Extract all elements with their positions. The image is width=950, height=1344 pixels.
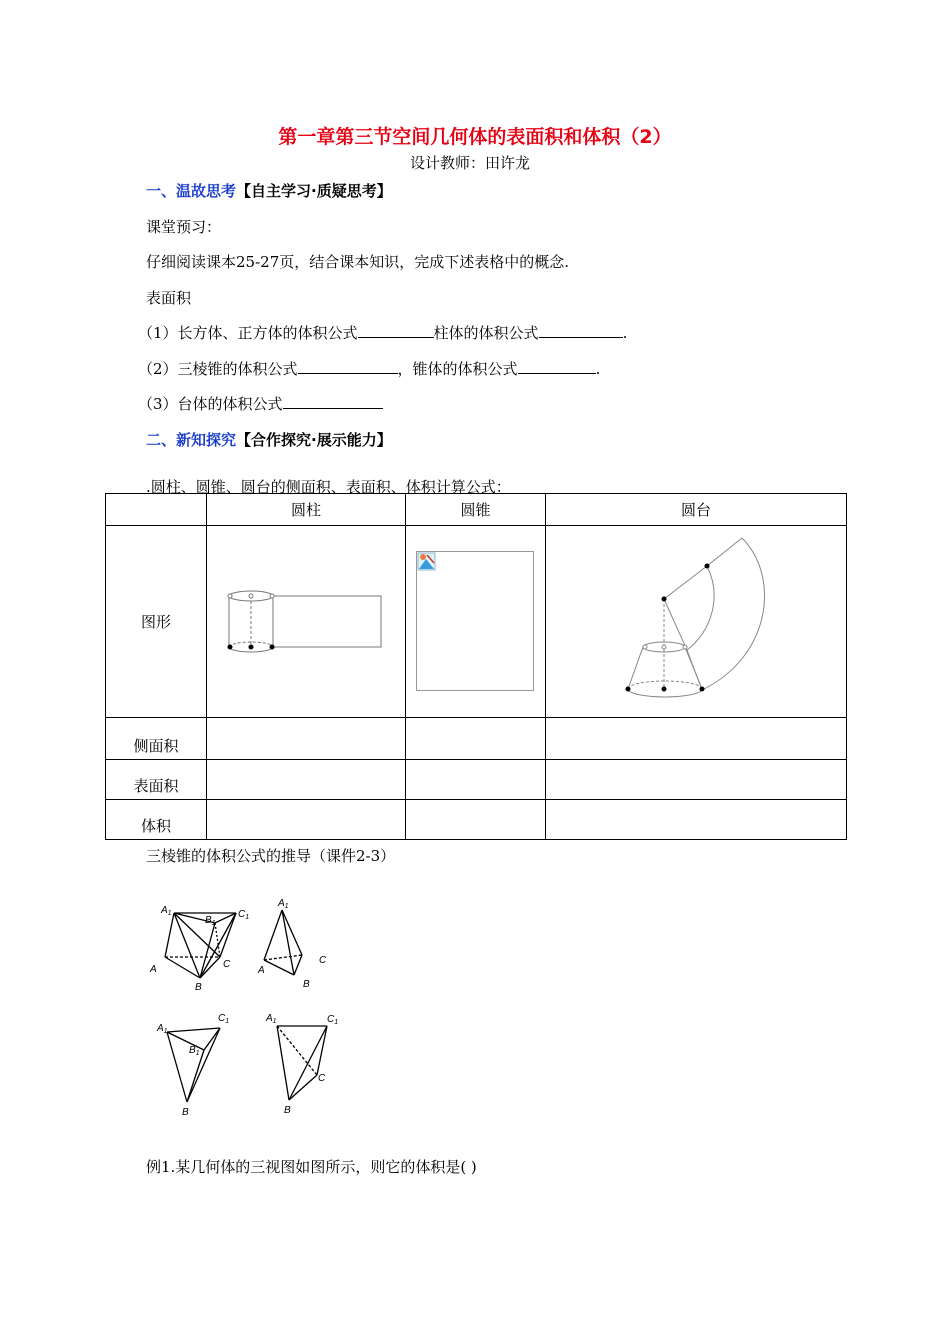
table-row-lateral	[106, 718, 847, 760]
question-1-part-b: 柱体的体积公式	[433, 324, 539, 342]
header-cone: 圆锥	[406, 494, 546, 526]
preview-label: 课堂预习：	[146, 218, 222, 236]
cell-cylinder-surface[interactable]	[207, 760, 406, 800]
row-label-figure: 图形	[106, 526, 207, 718]
cell-frustum-lateral[interactable]	[546, 718, 847, 760]
page-title: 第一章第三节空间几何体的表面积和体积（2）	[278, 126, 672, 148]
derivation-text: 三棱锥的体积公式的推导（课件2-3）	[146, 847, 396, 865]
blank-2b[interactable]	[518, 359, 596, 374]
row-label-volume: 体积	[106, 800, 207, 840]
section-2-number: 二、新知探究	[146, 431, 237, 449]
label-C-fig2: C	[319, 955, 327, 966]
label-A1-fig1: $A_1$	[161, 905, 172, 917]
cone-image-placeholder	[416, 551, 534, 691]
label-C-fig1: C	[223, 959, 231, 970]
cell-cone-lateral[interactable]	[406, 718, 546, 760]
example-1: 例1.某几何体的三视图如图所示，则它的体积是( )	[146, 1158, 477, 1176]
cell-cone-surface[interactable]	[406, 760, 546, 800]
question-3	[138, 393, 383, 414]
question-1-end: .	[622, 324, 628, 342]
label-A-fig2: A	[258, 965, 265, 976]
table-row-surface	[106, 760, 847, 800]
header-frustum: 圆台	[546, 494, 847, 526]
label-B1-fig1: $B_1$	[205, 915, 216, 927]
label-B-fig1: B	[195, 982, 202, 993]
question-2-part-b: ，锥体的体积公式	[397, 360, 518, 378]
label-C1-fig3: $C_1$	[218, 1013, 230, 1025]
blank-3[interactable]	[283, 394, 383, 409]
row-label-lateral: 侧面积	[106, 718, 207, 760]
question-3-part-a: （3）台体的体积公式	[138, 395, 283, 413]
label-B-fig4: B	[284, 1105, 291, 1115]
section-2-heading	[146, 429, 392, 450]
header-empty	[106, 494, 207, 526]
section-1-heading	[146, 180, 392, 201]
label-A1-fig2: $A_1$	[278, 898, 289, 910]
cell-cone-volume[interactable]	[406, 800, 546, 840]
header-cylinder: 圆柱	[207, 494, 406, 526]
blank-2a[interactable]	[298, 359, 398, 374]
label-B-fig3: B	[182, 1107, 189, 1115]
question-2-part-a: （2）三棱锥的体积公式	[138, 360, 298, 378]
label-C1-fig1: $C_1$	[238, 909, 250, 921]
blank-1b[interactable]	[539, 323, 623, 338]
table-header-row	[106, 494, 847, 526]
surface-label: 表面积	[146, 289, 192, 307]
question-2	[138, 358, 600, 379]
prism-dissection-figure	[142, 895, 347, 1115]
broken-image-icon	[418, 553, 435, 570]
row-label-surface: 表面积	[106, 760, 207, 800]
cell-frustum-volume[interactable]	[546, 800, 847, 840]
table-row-volume	[106, 800, 847, 840]
section-1-number: 一、温故思考	[146, 182, 237, 200]
label-A1-fig4: $A_1$	[266, 1013, 277, 1025]
section-2-tag: 【合作探究·展示能力】	[236, 431, 392, 449]
blank-1a[interactable]	[358, 323, 434, 338]
cylinder-net-figure	[222, 584, 387, 656]
section-1-tag: 【自主学习·质疑思考】	[236, 182, 392, 200]
label-A1-fig3: $A_1$	[157, 1023, 168, 1035]
cell-frustum-surface[interactable]	[546, 760, 847, 800]
cell-cylinder-lateral[interactable]	[207, 718, 406, 760]
question-2-end: .	[595, 360, 601, 378]
frustum-net-figure	[612, 536, 772, 704]
label-B-fig2: B	[303, 979, 310, 990]
cell-cylinder-volume[interactable]	[207, 800, 406, 840]
instruction-text: 仔细阅读课本25-27页，结合课本知识，完成下述表格中的概念.	[146, 253, 570, 271]
question-1-part-a: （1）长方体、正方体的体积公式	[138, 324, 358, 342]
question-1	[138, 322, 627, 343]
table-caption: .圆柱、圆锥、圆台的侧面积、表面积、体积计算公式：	[146, 478, 511, 496]
label-A-fig1: A	[150, 964, 157, 975]
label-C-fig4: C	[318, 1073, 326, 1084]
author-line: 设计教师：田许龙	[410, 154, 531, 172]
label-B1-fig3: $B_1$	[189, 1045, 200, 1057]
label-C1-fig4: $C_1$	[327, 1014, 339, 1026]
